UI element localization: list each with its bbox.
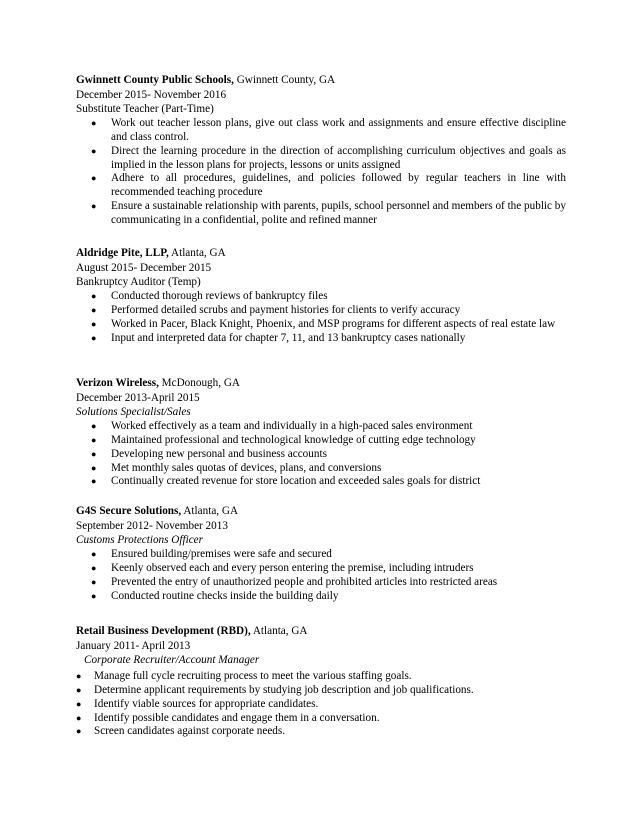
list-item: ● Conducted thorough reviews of bankruptcy files (91, 289, 328, 302)
list-item: ● Developing new personal and business accounts (91, 447, 327, 460)
bullet-icon: ● (76, 684, 82, 695)
list-item: ● Ensure a sustainable relationship with parents, pupils, school personnel and members of the public by communicating in a confidential, polite and refined manner (91, 200, 566, 227)
company-location: Atlanta, GA (250, 625, 308, 637)
bullet-icon: ● (91, 476, 97, 487)
job-entry-verizon (76, 376, 566, 489)
bullet-icon: ● (91, 173, 97, 184)
bullet-icon: ● (91, 332, 97, 343)
bullet-icon: ● (91, 420, 97, 431)
duties-list (76, 670, 566, 740)
bullet-icon: ● (76, 698, 82, 709)
list-item: ● Conducted routine checks inside the building daily (91, 589, 339, 602)
job-entry-gwinnett (76, 73, 566, 228)
list-item: ● Performed detailed scrubs and payment histories for clients to verify accuracy (91, 303, 461, 316)
bullet-icon: ● (76, 726, 82, 737)
job-title: Corporate Recruiter/Account Manager (84, 654, 260, 667)
bullet-icon: ● (91, 548, 97, 559)
job-title: Substitute Teacher (Part-Time) (76, 103, 214, 116)
list-item: ● Adhere to all procedures, guidelines, and policies followed by regular teachers in line with recommended teaching procedure (91, 172, 566, 199)
bullet-icon: ● (91, 434, 97, 445)
company-location: McDonough, GA (158, 377, 240, 389)
job-header (76, 376, 566, 391)
list-item: ● Continually created revenue for store location and exceeded sales goals for district (91, 475, 481, 488)
list-item: ● Prevented the entry of unauthorized people and prohibited articles into restricted areas (91, 575, 498, 588)
list-item: ● Met monthly sales quotas of devices, plans, and conversions (91, 461, 382, 474)
list-item: ● Maintained professional and technological knowledge of cutting edge technology (91, 433, 476, 446)
job-dates: December 2015- November 2016 (76, 88, 227, 101)
bullet-icon: ● (91, 590, 97, 601)
bullet-icon: ● (91, 562, 97, 573)
job-entry-g4s (76, 504, 566, 603)
list-item: ● Screen candidates against corporate needs. (76, 725, 286, 738)
company-location: Gwinnett County, GA (233, 74, 336, 86)
bullet-icon: ● (91, 304, 97, 315)
job-header (76, 624, 566, 639)
bullet-icon: ● (76, 712, 82, 723)
company-name: Verizon Wireless, (76, 377, 159, 389)
bullet-icon: ● (76, 670, 82, 681)
list-item: ● Ensured building/premises were safe and secured (91, 547, 332, 560)
bullet-icon: ● (91, 117, 97, 128)
job-entry-aldridge (76, 246, 566, 345)
bullet-icon: ● (91, 201, 97, 212)
duties-list (76, 117, 566, 228)
list-item: ● Identify possible candidates and engage them in a conversation. (76, 711, 380, 724)
company-location: Atlanta, GA (168, 247, 226, 259)
job-dates: August 2015- December 2015 (76, 261, 212, 274)
job-title: Bankruptcy Auditor (Temp) (76, 276, 201, 289)
list-item: ● Manage full cycle recruiting process to meet the various staffing goals. (76, 669, 412, 682)
duties-list (76, 420, 566, 490)
duties-list (76, 290, 566, 346)
job-dates: December 2013-April 2015 (76, 391, 200, 404)
bullet-icon: ● (91, 462, 97, 473)
job-dates: September 2012- November 2013 (76, 519, 228, 532)
duties-list (76, 548, 566, 604)
bullet-icon: ● (91, 448, 97, 459)
list-item: ● Worked in Pacer, Black Knight, Phoenix, and MSP programs for different aspects of real estate law (91, 317, 556, 330)
job-title: Customs Protections Officer (76, 534, 203, 547)
list-item: ● Keenly observed each and every person entering the premise, including intruders (91, 561, 474, 574)
company-name: G4S Secure Solutions, (76, 505, 182, 517)
bullet-icon: ● (91, 290, 97, 301)
company-name: Aldridge Pite, LLP, (76, 247, 169, 259)
job-title: Solutions Specialist/Sales (76, 406, 191, 419)
job-header (76, 73, 566, 88)
company-name: Retail Business Development (RBD), (76, 625, 251, 637)
list-item: ● Worked effectively as a team and individually in a high-paced sales environment (91, 419, 473, 432)
list-item: ● Direct the learning procedure in the direction of accomplishing curriculum objectives and goals as implied in the lesson plans for projects, lessons or units assigned (91, 144, 566, 171)
bullet-icon: ● (91, 576, 97, 587)
job-header (76, 504, 566, 519)
company-location: Atlanta, GA (181, 505, 239, 517)
list-item: ● Determine applicant requirements by studying job description and job qualifications. (76, 683, 474, 696)
job-dates: January 2011- April 2013 (76, 639, 191, 652)
list-item: ● Input and interpreted data for chapter 7, 11, and 13 bankruptcy cases nationally (91, 331, 466, 344)
bullet-icon: ● (91, 318, 97, 329)
job-entry-rbd (76, 624, 566, 739)
company-name: Gwinnett County Public Schools, (76, 74, 234, 86)
list-item: ● Work out teacher lesson plans, give out class work and assignments and ensure effective discipline and class control. (91, 116, 566, 143)
job-header (76, 246, 566, 261)
list-item: ● Identify viable sources for appropriate candidates. (76, 697, 319, 710)
bullet-icon: ● (91, 145, 97, 156)
